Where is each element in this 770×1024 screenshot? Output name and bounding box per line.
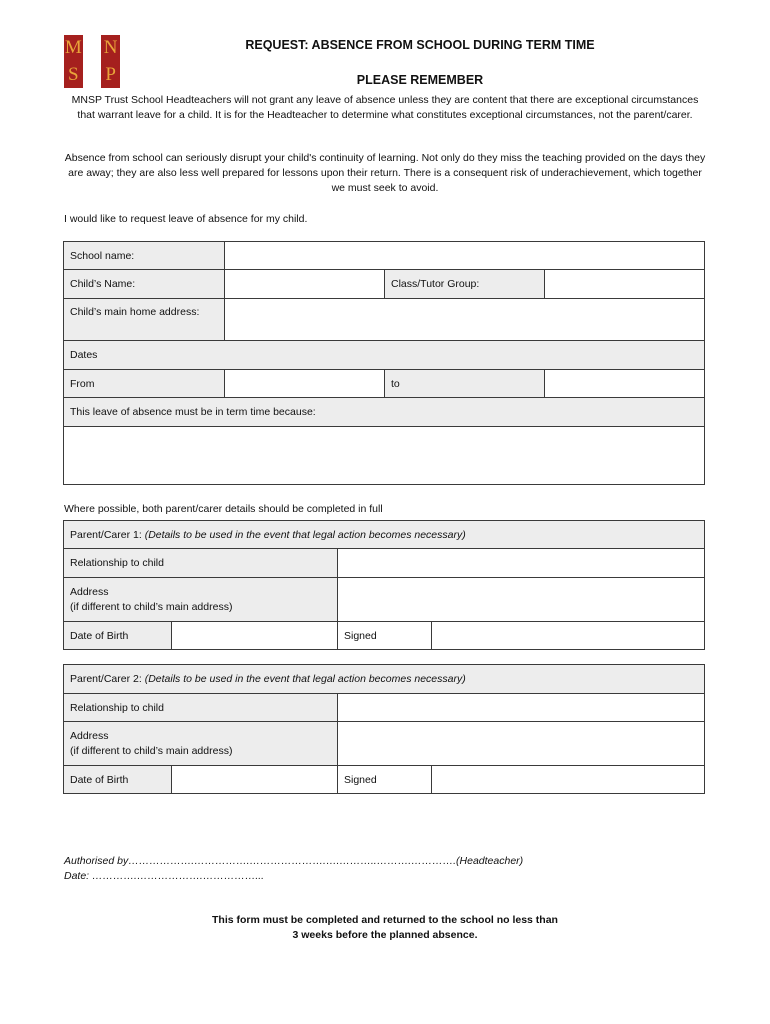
parent-1-relationship-field[interactable] [338,549,705,578]
child-details-table [63,241,705,485]
policy-paragraph: MNSP Trust School Headteachers will not grant any leave of absence unless they are content that there are exceptional circumstances that warrant leave for a child. It is for the Headteacher to determine what constitutes exceptional circumstances, not the parent/carer. [71,94,699,121]
parent-1-address-label [64,578,338,622]
parent-1-dob-field[interactable] [172,622,338,650]
dates-heading: Dates [64,341,705,370]
logo-letter-s: S [64,62,83,89]
parent-1-heading [64,521,705,549]
from-label: From [64,370,225,398]
impact-paragraph: Absence from school can seriously disrupt your child's continuity of learning. Not only do they miss the teaching provided on the days they are away; they are also less well prepared for lessons upon their return. There is a consequent risk of underachievement, which together we must seek to avoid. [64,152,706,194]
parent-2-relationship-field[interactable] [338,694,705,722]
reason-label: This leave of absence must be in term time because: [64,398,705,427]
parents-intro: Where possible, both parent/carer details should be completed in full [64,503,383,515]
parent-2-heading-text: Parent/Carer 2: [70,673,145,685]
parent-1-signed-label: Signed [338,622,432,650]
home-address-label: Child’s main home address: [64,299,225,341]
reason-field[interactable] [64,427,705,485]
logo-letter-p: P [101,62,120,89]
parent-1-dob-label: Date of Birth [64,622,172,650]
footer-line-1: This form must be completed and returned to the school no less than [212,914,558,926]
parent-2-signed-label: Signed [338,766,432,794]
childs-name-field[interactable] [225,270,385,299]
school-name-field[interactable] [225,242,705,270]
parent-2-address-label [64,722,338,766]
mnsp-logo [64,35,120,88]
footer-notice [120,913,650,943]
class-group-label: Class/Tutor Group: [385,270,545,299]
parent-1-address-title: Address [70,585,109,598]
childs-name-label: Child’s Name: [64,270,225,299]
parent-2-dob-field[interactable] [172,766,338,794]
class-group-field[interactable] [545,270,705,299]
footer-line-2: 3 weeks before the planned absence. [292,929,478,941]
page-subtitle: PLEASE REMEMBER [356,73,484,87]
parent-2-address-note: (if different to child’s main address) [70,744,233,757]
logo-spacer-2 [83,62,102,89]
to-date-field[interactable] [545,370,705,398]
logo-spacer [83,35,102,62]
parent-2-heading-note: (Details to be used in the event that legal action becomes necessary) [144,673,466,685]
school-name-label: School name: [64,242,225,270]
authorised-date-line[interactable]: Date: ………….……………….……………... [64,870,265,882]
parent-1-address-note: (if different to child’s main address) [70,600,233,613]
parent-2-signature-field[interactable] [432,766,705,794]
to-label: to [385,370,545,398]
parent-carer-1-table [63,520,705,650]
logo-letter-n: N [101,35,120,62]
parent-1-signature-field[interactable] [432,622,705,650]
request-intro: I would like to request leave of absence for my child. [64,213,308,225]
parent-2-address-title: Address [70,729,109,742]
from-date-field[interactable] [225,370,385,398]
home-address-field[interactable] [225,299,705,341]
parent-1-relationship-label: Relationship to child [64,549,338,578]
parent-2-relationship-label: Relationship to child [64,694,338,722]
page-title: REQUEST: ABSENCE FROM SCHOOL DURING TERM TIME [245,38,595,52]
logo-letter-m: M [64,35,83,62]
parent-2-address-field[interactable] [338,722,705,766]
parent-1-heading-text: Parent/Carer 1: [70,528,145,541]
parent-2-dob-label: Date of Birth [64,766,172,794]
parent-2-heading [64,665,705,694]
parent-1-address-field[interactable] [338,578,705,622]
authorised-by-line[interactable]: Authorised by……………….…………….………………….….………..……….………….(Headteacher) [64,855,524,867]
parent-1-heading-note: (Details to be used in the event that legal action becomes necessary) [144,528,466,541]
parent-carer-2-table [63,664,705,794]
authorisation-block [64,854,523,884]
